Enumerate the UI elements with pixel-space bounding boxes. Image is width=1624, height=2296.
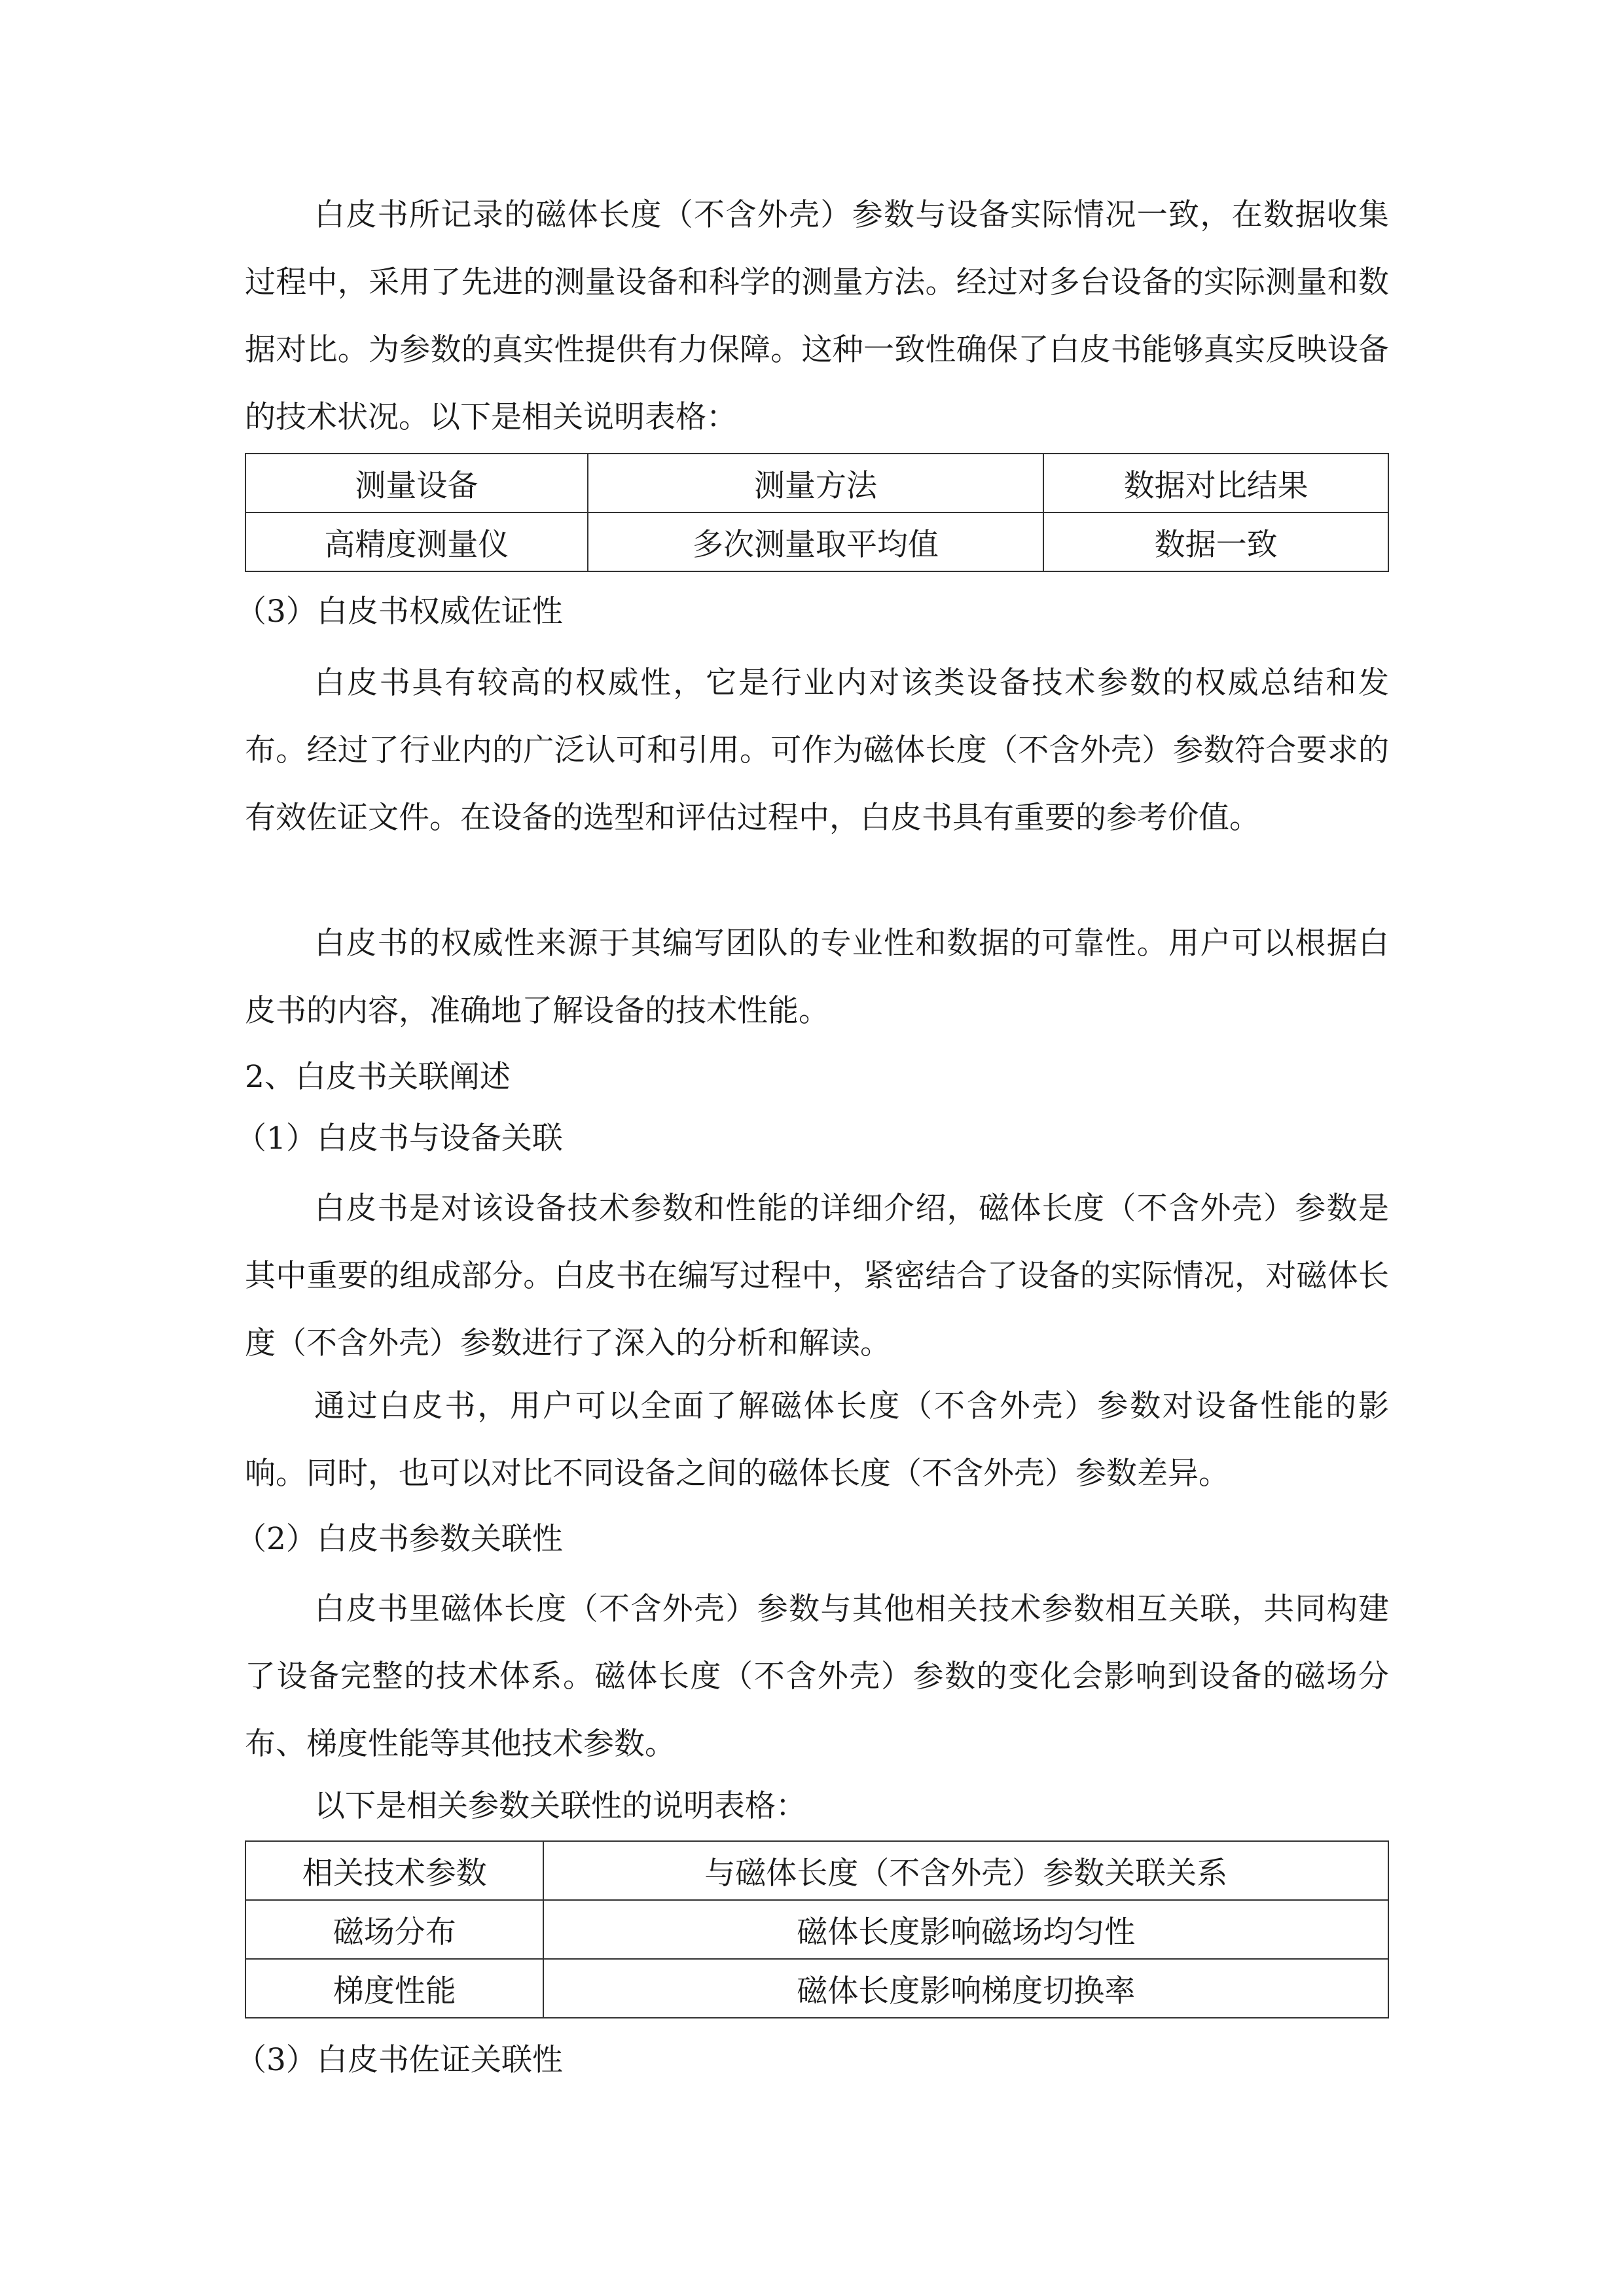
paragraph-table-intro: 以下是相关参数关联性的说明表格： [314,1788,806,1824]
table-header-cell: 测量设备 [245,454,588,512]
table-cell: 磁体长度影响磁场均匀性 [543,1900,1388,1959]
table-row [245,1900,1388,1959]
table-cell: 数据一致 [1043,512,1388,571]
table-row [245,512,1388,571]
measurement-table [245,453,1389,572]
table-header-cell: 相关技术参数 [245,1841,543,1900]
paragraph-authority-source: 白皮书的权威性来源于其编写团队的专业性和数据的可靠性。用户可以根据白皮书的内容，准确地了解设备的技术性能。 [245,925,1389,1029]
table-cell: 多次测量取平均值 [588,512,1043,571]
paragraph-device-relation: 白皮书是对该设备技术参数和性能的详细介绍，磁体长度（不含外壳）参数是其中重要的组成部分。白皮书在编写过程中，紧密结合了设备的实际情况，对磁体长度（不含外壳）参数进行了深入的分析和解读。 [245,1191,1389,1361]
table-cell: 磁场分布 [245,1900,543,1959]
heading-evidence-relation: （3）白皮书佐证关联性 [236,2042,563,2078]
param-relation-table [245,1840,1389,2018]
table-header-cell: 测量方法 [588,454,1043,512]
table-row [245,1959,1388,2018]
table-header-row [245,1841,1388,1900]
paragraph-param-relation: 白皮书里磁体长度（不含外壳）参数与其他相关技术参数相互关联，共同构建了设备完整的技术体系。磁体长度（不含外壳）参数的变化会影响到设备的磁场分布、梯度性能等其他技术参数。 [245,1591,1389,1762]
heading-param-relation: （2）白皮书参数关联性 [236,1521,563,1557]
heading-section-2: 2、白皮书关联阐述 [245,1059,511,1095]
table-header-cell: 数据对比结果 [1043,454,1388,512]
table-header-cell: 与磁体长度（不含外壳）参数关联关系 [543,1841,1388,1900]
table-cell: 梯度性能 [245,1959,543,2018]
paragraph-authority: 白皮书具有较高的权威性，它是行业内对该类设备技术参数的权威总结和发布。经过了行业内的广泛认可和引用。可作为磁体长度（不含外壳）参数符合要求的有效佐证文件。在设备的选型和评估过程中，白皮书具有重要的参考价值。 [245,665,1389,836]
table-header-row [245,454,1388,512]
heading-device-relation: （1）白皮书与设备关联 [236,1121,563,1157]
paragraph-consistency: 白皮书所记录的磁体长度（不含外壳）参数与设备实际情况一致，在数据收集过程中，采用了先进的测量设备和科学的测量方法。经过对多台设备的实际测量和数据对比。为参数的真实性提供有力保障。这种一致性确保了白皮书能够真实反映设备的技术状况。以下是相关说明表格： [245,197,1389,435]
table-cell: 磁体长度影响梯度切换率 [543,1959,1388,2018]
heading-authority: （3）白皮书权威佐证性 [236,594,563,630]
table-cell: 高精度测量仪 [245,512,588,571]
paragraph-user-benefit: 通过白皮书，用户可以全面了解磁体长度（不含外壳）参数对设备性能的影响。同时，也可以对比不同设备之间的磁体长度（不含外壳）参数差异。 [245,1388,1389,1492]
